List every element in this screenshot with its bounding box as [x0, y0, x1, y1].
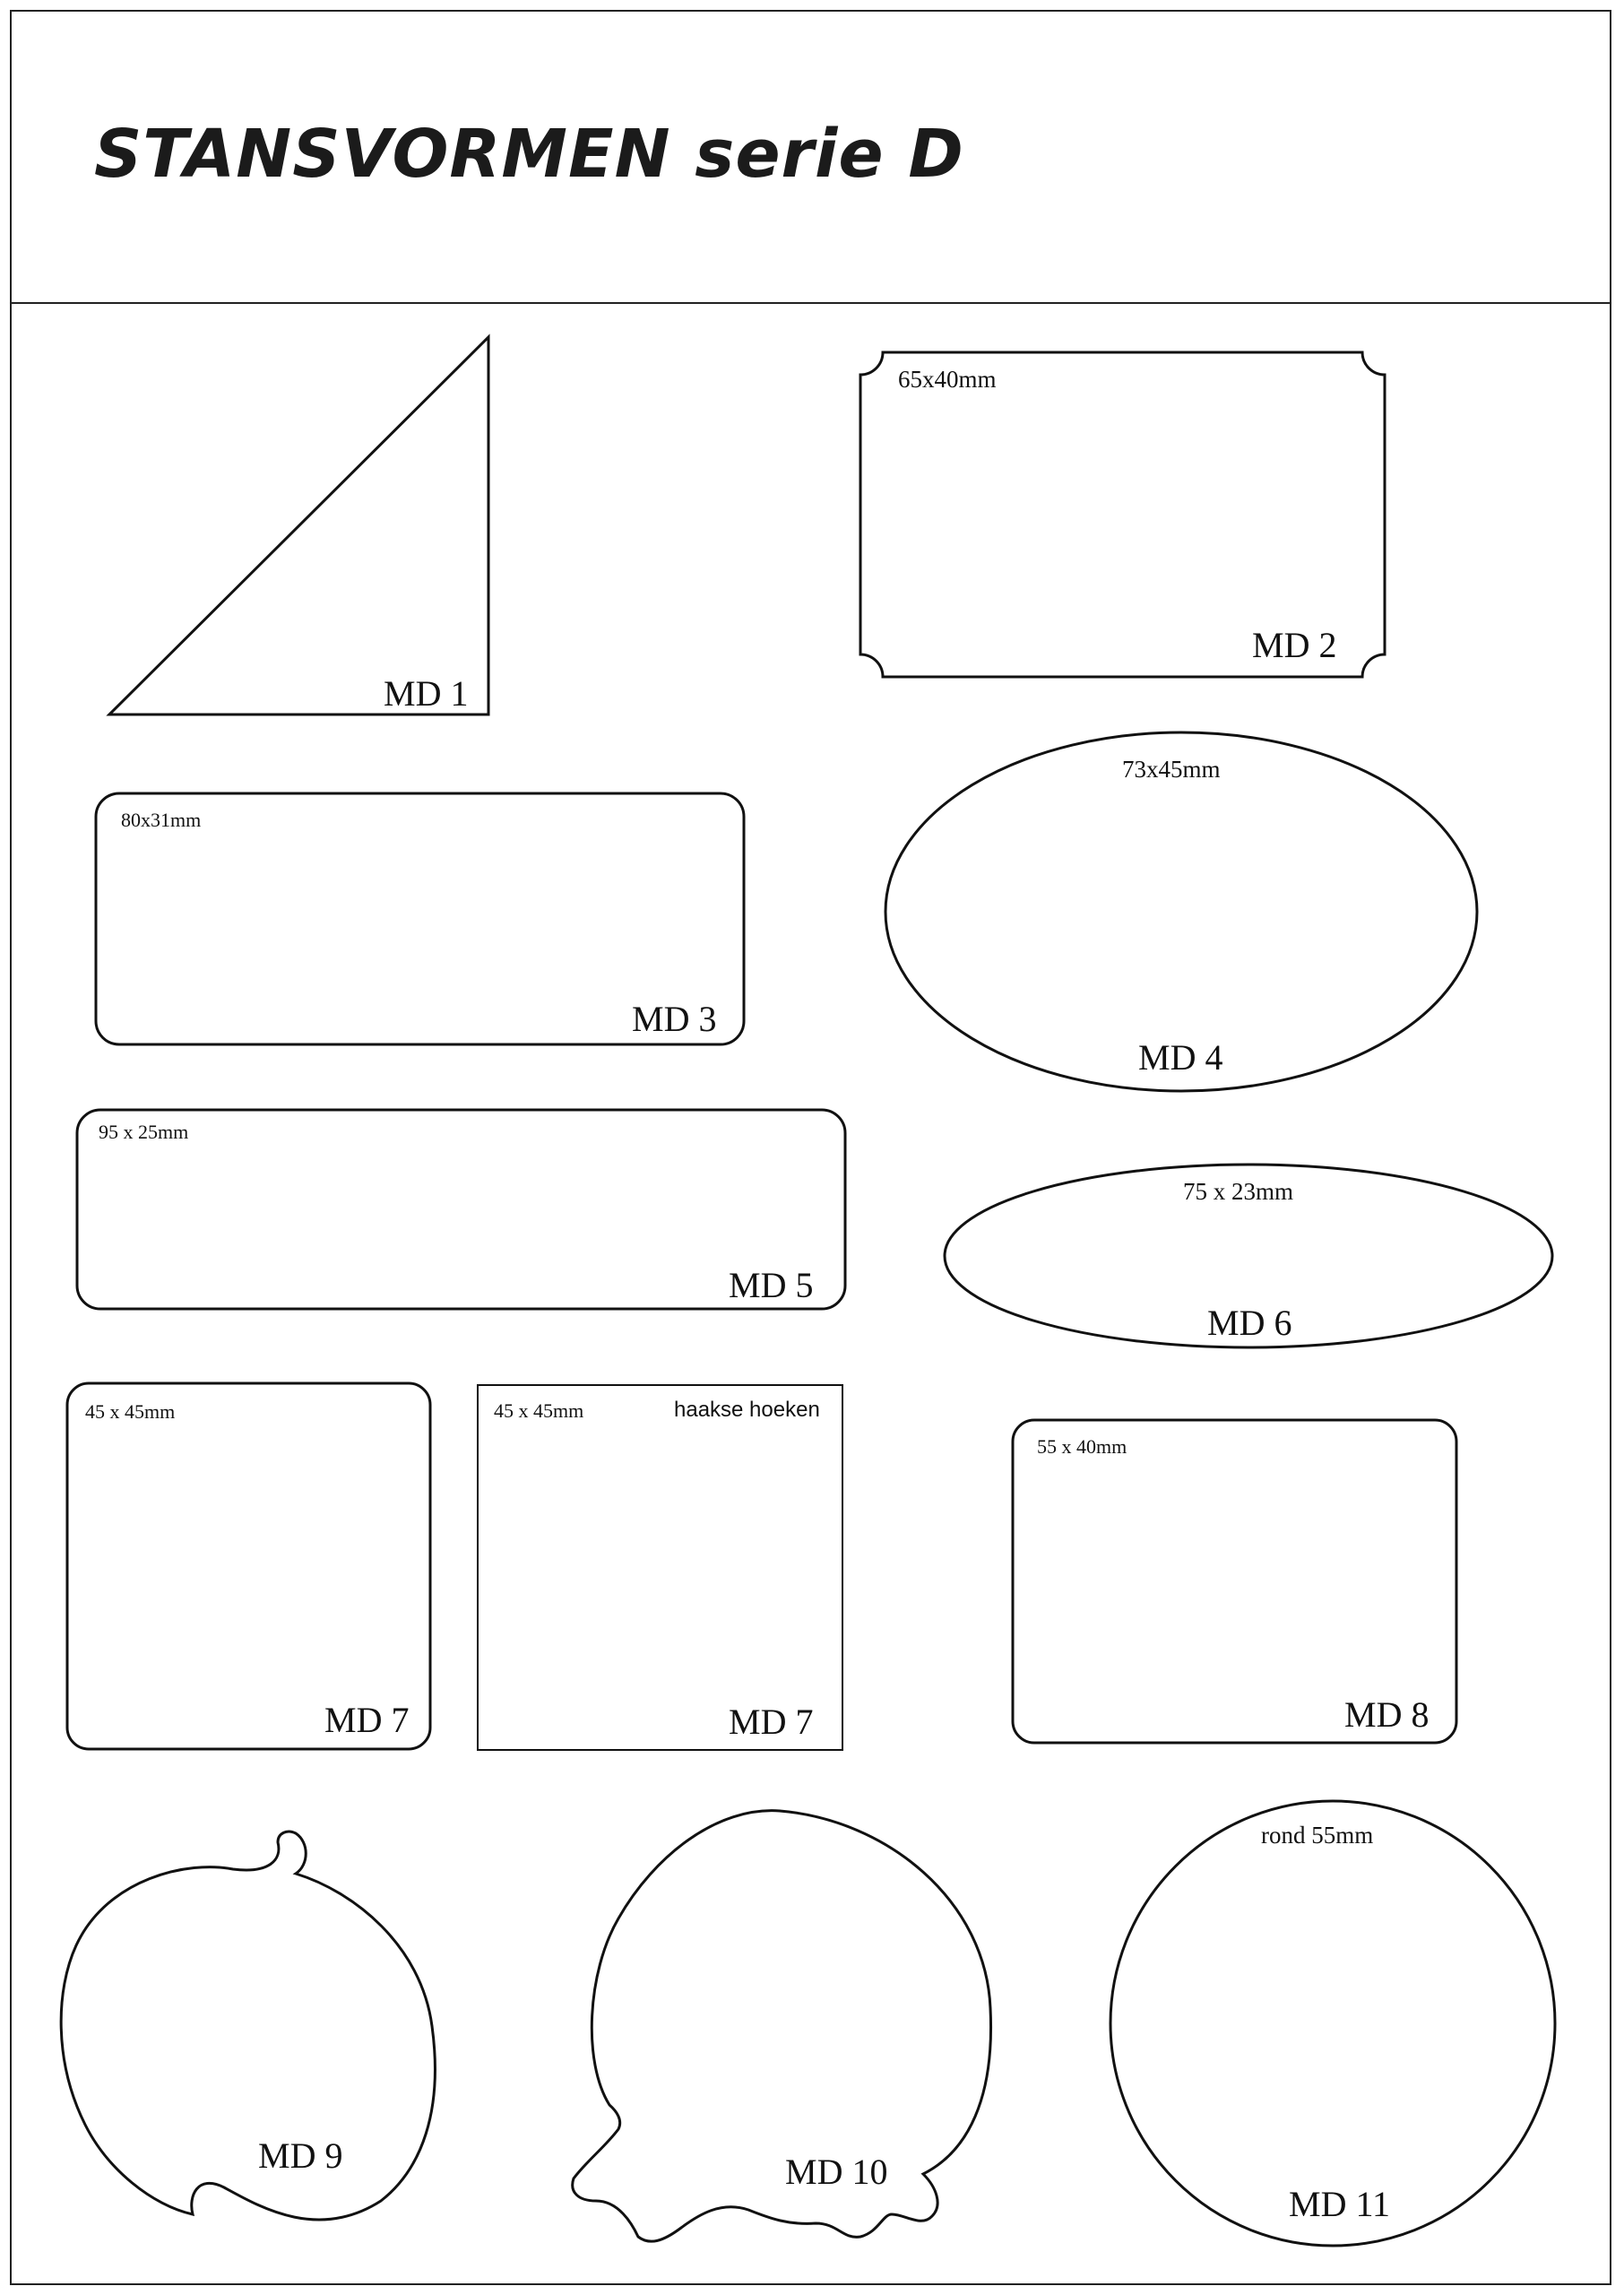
shape-size-label: 75 x 23mm: [1183, 1178, 1294, 1205]
shape-size-label: rond 55mm: [1261, 1822, 1374, 1849]
die-shape-md4: [885, 732, 1477, 1091]
triangle-outline: [109, 337, 488, 714]
shape-code-label: MD 9: [258, 2135, 343, 2176]
irregular-circle-outline: [573, 1811, 991, 2242]
shape-note-label: haakse hoeken: [674, 1398, 820, 1422]
shape-size-label: 73x45mm: [1122, 756, 1221, 783]
shape-code-label: MD 1: [384, 673, 469, 714]
shape-code-label: MD 3: [632, 999, 717, 1039]
die-shape-md2: [860, 352, 1385, 677]
die-shape-md1: [109, 337, 488, 714]
curled-circle-outline: [61, 1832, 435, 2220]
shape-size-label: 45 x 45mm: [494, 1399, 584, 1422]
die-shape-md3: [96, 793, 744, 1044]
shape-code-label: MD 11: [1289, 2184, 1390, 2224]
shape-code-label: MD 5: [729, 1265, 814, 1305]
shape-code-label: MD 6: [1207, 1303, 1292, 1343]
die-shape-md7-square: [478, 1385, 842, 1750]
shape-size-label: 80x31mm: [121, 809, 202, 831]
shape-code-label: MD 8: [1344, 1694, 1430, 1735]
die-shape-md9: [61, 1832, 435, 2220]
page-border: [11, 11, 1611, 2284]
die-shape-md5: [77, 1110, 845, 1309]
shape-code-label: MD 4: [1138, 1037, 1223, 1078]
shape-size-label: 45 x 45mm: [85, 1400, 176, 1423]
shape-size-label: 65x40mm: [898, 366, 997, 393]
shape-size-label: 95 x 25mm: [99, 1121, 189, 1143]
die-shape-md7-rounded: [67, 1383, 430, 1749]
die-shape-md6: [945, 1165, 1552, 1347]
page-title: STANSVORMEN serie D: [94, 116, 964, 193]
rounded-square-outline: [67, 1383, 430, 1749]
square-outline: [478, 1385, 842, 1750]
shape-code-label: MD 10: [785, 2152, 888, 2192]
shape-code-label: MD 7: [324, 1700, 410, 1740]
die-shape-md11: [1110, 1801, 1555, 2246]
shape-code-label: MD 2: [1252, 625, 1337, 665]
die-shape-md8: [1013, 1420, 1456, 1743]
shape-code-label: MD 7: [729, 1702, 814, 1742]
shape-size-label: 55 x 40mm: [1037, 1435, 1127, 1458]
circle-outline: [1110, 1801, 1555, 2246]
die-shape-md10: [573, 1811, 991, 2242]
